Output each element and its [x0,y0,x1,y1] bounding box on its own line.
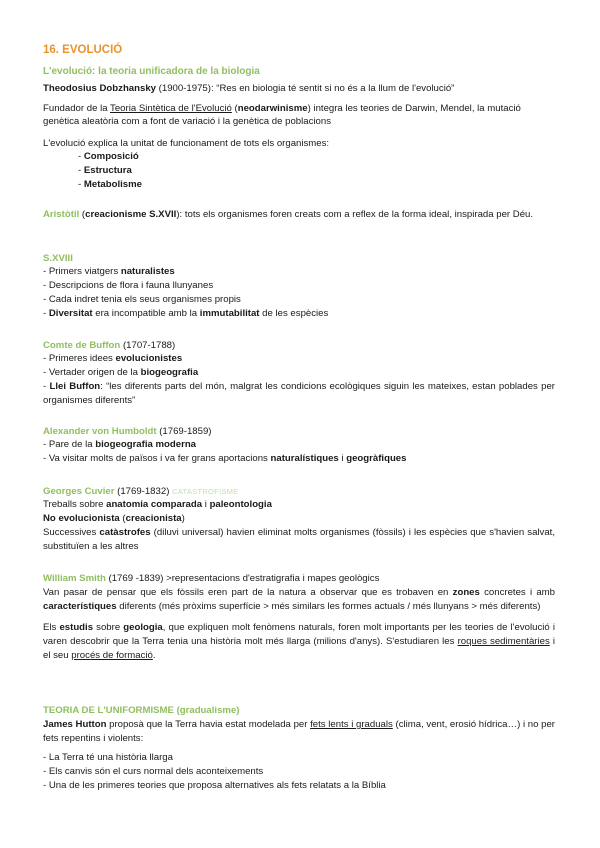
text: , que expliquen molt fenòmens naturals, foren molt importants per les teories de l'evolució i varen descobrir que la Terra tenia una història molt més llarga (milions d'anys). S'estudiaren les [43,622,555,647]
text: . [152,650,156,661]
sxviii-heading: S.XVIII [43,253,73,264]
humboldt-name: Alexander von Humboldt [43,426,157,437]
smith-paragraph-1 [43,586,555,614]
text: - Pare de la [43,439,96,450]
text: - [43,381,50,392]
text: i [202,499,210,510]
text: - Va visitar molts de països i va fer grans aportacions [43,453,271,464]
creationism-term: creacionisme S.XVII [85,209,177,220]
smith-section [43,572,555,663]
dobzhansky-quote [43,82,555,95]
bold-term: biogeografia moderna [95,439,197,450]
underlined-term: roques sedimentàries [457,636,550,647]
sxviii-section [43,252,555,321]
text: ) integra les teories de Darwin, Mendel, la mutació genètica aleatòria com a font de variació i la genètica de poblacions [43,103,521,127]
list-item: - Estructura [78,165,132,176]
list-item [43,438,555,452]
quote-text: (1900-1975): “Res en biologia té sentit si no és a la llum de l'evolució” [156,83,455,94]
uniformism-heading: TEORIA DE L'UNIFORMISME (gradualisme) [43,705,240,716]
cuvier-section [43,485,555,554]
text: ( [231,103,238,114]
unity-text: L'evolució explica la unitat de funcionament de tots els organismes: [43,138,330,149]
item-label: Composició [83,151,139,162]
text: - Primeres idees [43,353,116,364]
smith-name: William Smith [43,573,106,584]
bold-term: naturalistes [120,266,175,277]
years: (1707-1788) [120,340,176,351]
item-label: Estructura [83,165,132,176]
text: sobre [93,622,124,633]
catastrophism-tag: CATASTROFISME [172,487,239,496]
text: ): tots els organismes foren creats com a reflex de la forma ideal, inspirada per Déu. [176,209,534,220]
bold-term: naturalístiques [270,453,339,464]
list-item: - Metabolisme [78,179,142,190]
cuvier-line-3 [43,526,555,554]
humboldt-section [43,425,555,466]
text: Successives [43,527,100,538]
humboldt-list [43,438,555,466]
synthetic-theory-paragraph [43,102,555,128]
bold-term: anatomia comparada [106,499,203,510]
cuvier-line-1 [43,498,555,512]
bold-term: evolucionistes [115,353,183,364]
years: (1769-1832) [114,486,173,497]
list-item: - Cada indret tenia els seus organismes propis [43,294,241,305]
bold-term: característiques [43,601,117,612]
smith-paragraph-2 [43,621,555,663]
intro-heading: L'evolució: la teoria unificadora de la biologia [43,66,260,77]
unity-paragraph [43,137,555,192]
cuvier-heading [43,485,555,498]
text: (clima, vent, erosió hídrica…) i no per fets repentins i violents: [43,719,555,744]
hutton-paragraph [43,718,555,746]
cuvier-line-2 [43,512,555,526]
uniformism-list [43,751,555,793]
text: : “les diferents parts del món, malgrat les condicions ecològiques siguin les mateixes, estan poblades per organismes diferents” [43,381,555,406]
underlined-term: fets lents i graduals [310,719,393,730]
aristotle-name: Aristòtil [43,209,80,220]
years: (1769 -1839) >representacions d'estratigrafia i mapes geològics [105,573,380,584]
text: de les espècies [259,308,329,319]
years: (1769-1859) [156,426,212,437]
bold-term: zones [452,587,480,598]
synthetic-theory-link: Teoria Sintètica de l'Evolució [110,103,232,114]
list-item [43,307,555,321]
text: proposà que la Terra havia estat modelada per [106,719,311,730]
bold-term: immutabilitat [199,308,260,319]
bold-term: estudis [59,622,94,633]
text: era incompatible amb la [92,308,200,319]
list-item [43,366,555,380]
unity-list [43,150,555,192]
neodarwinism-term: neodarwinisme [237,103,308,114]
text: Treballs sobre [43,499,107,510]
text: (diluvi universal) havien eliminat molts organismes (fòssils) i les espècies que s'havien salvat, substituïen a les altres [43,527,556,552]
buffon-list [43,352,555,408]
bold-term: catàstrofes [99,527,151,538]
list-item [43,352,555,366]
text: ) [181,513,185,524]
uniformism-section [43,704,555,793]
text: concretes i amb [479,587,555,598]
bold-term: No evolucionista [43,513,120,524]
text: Fundador de la [43,103,111,114]
bold-term: biogeografia [140,367,199,378]
buffon-heading [43,339,555,352]
list-item: - Els canvis són el curs normal dels aconteixements [43,766,264,777]
bold-term: Llei Buffon [49,381,101,392]
humboldt-heading [43,425,555,438]
buffon-name: Comte de Buffon [43,340,121,351]
list-item [43,265,555,279]
list-item [43,452,555,466]
buffon-section [43,339,555,408]
aristotle-paragraph: Aristòtil (creacionisme S.XVII): tots els organismes foren creats com a reflex de la forma ideal, inspirada per Déu. [43,209,534,220]
bold-term: paleontologia [209,499,272,510]
underlined-term: procés de formació [71,650,153,661]
smith-heading [43,572,555,586]
text: i el seu [43,636,556,661]
bold-term: geogràfiques [346,453,407,464]
item-label: Metabolisme [83,179,142,190]
text: Els [43,622,60,633]
text: ( [119,513,126,524]
bold-term: geologia [123,622,163,633]
text: diferents (més pròxims superfície > més similars les formes actuals / més llunyans > més diferents) [116,601,541,612]
quote-name: Theodosius Dobzhansky [43,83,157,94]
text: - [43,308,49,319]
list-item: - Una de les primeres teories que proposa alternatives als fets relatats a la Bíblia [43,780,386,791]
bold-term: Diversitat [48,308,93,319]
list-item: - Descripcions de flora i fauna llunyanes [43,280,214,291]
text: i [338,453,347,464]
page-title: 16. EVOLUCIÓ [43,44,123,56]
hutton-name: James Hutton [43,719,107,730]
text: Van pasar de pensar que els fòssils eren part de la natura a observar que es trobaven en [43,587,453,598]
list-item [43,380,555,408]
cuvier-name: Georges Cuvier [43,486,115,497]
sxviii-list [43,265,555,321]
list-item: - La Terra té una història llarga [43,752,173,763]
text: - Vertader origen de la [43,367,141,378]
bold-term: creacionista [125,513,182,524]
text: - Primers viatgers [43,266,121,277]
list-item: - Composició [78,151,139,162]
